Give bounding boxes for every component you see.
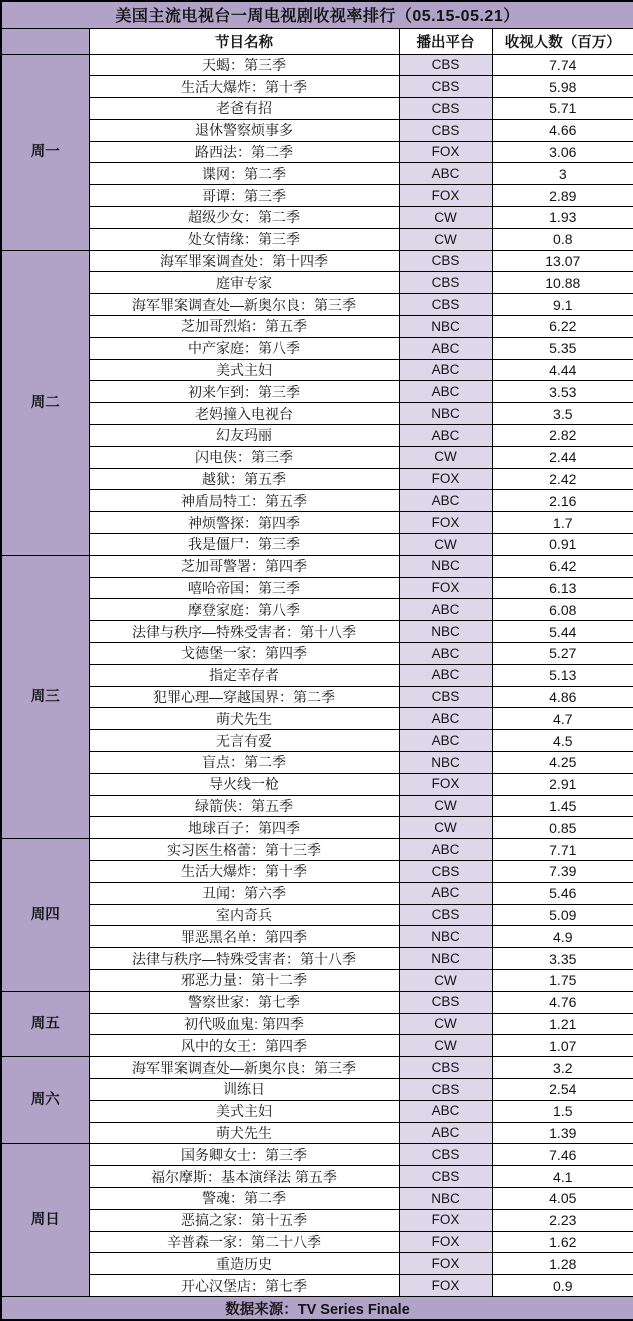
program-name-cell: 初来乍到：第三季 — [89, 381, 399, 403]
viewers-cell: 1.45 — [492, 795, 633, 817]
table-row — [1, 1187, 633, 1209]
platform-cell: ABC — [399, 381, 492, 403]
table-body — [1, 54, 633, 1296]
platform-cell: CBS — [399, 294, 492, 316]
program-name-cell: 重造历史 — [89, 1253, 399, 1275]
platform-cell: CW — [399, 817, 492, 839]
viewers-cell: 0.9 — [492, 1275, 633, 1297]
table-row — [1, 1231, 633, 1253]
viewers-cell: 4.25 — [492, 752, 633, 774]
program-name-cell: 萌犬先生 — [89, 1122, 399, 1144]
viewers-cell: 1.62 — [492, 1231, 633, 1253]
viewers-cell: 0.8 — [492, 228, 633, 250]
program-name-cell: 罪恶黑名单：第四季 — [89, 926, 399, 948]
table-row — [1, 1275, 633, 1297]
program-name-cell: 福尔摩斯：基本演绎法 第五季 — [89, 1166, 399, 1188]
platform-cell: FOX — [399, 185, 492, 207]
platform-cell: FOX — [399, 577, 492, 599]
viewers-cell: 2.23 — [492, 1209, 633, 1231]
viewers-cell: 2.89 — [492, 185, 633, 207]
table-row — [1, 1144, 633, 1166]
platform-cell: CBS — [399, 1166, 492, 1188]
viewers-cell: 4.9 — [492, 926, 633, 948]
viewers-cell: 4.1 — [492, 1166, 633, 1188]
viewers-cell: 6.42 — [492, 555, 633, 577]
program-name-cell: 萌犬先生 — [89, 708, 399, 730]
viewers-cell: 3.35 — [492, 948, 633, 970]
viewers-cell: 4.66 — [492, 119, 633, 141]
program-name-cell: 导火线一枪 — [89, 773, 399, 795]
program-name-cell: 开心汉堡店：第七季 — [89, 1275, 399, 1297]
viewers-cell: 1.39 — [492, 1122, 633, 1144]
column-header-platform: 播出平台 — [399, 28, 492, 54]
table-row — [1, 948, 633, 970]
table-row — [1, 643, 633, 665]
viewers-cell: 3.5 — [492, 403, 633, 425]
platform-cell: ABC — [399, 490, 492, 512]
program-name-cell: 生活大爆炸：第十季 — [89, 860, 399, 882]
platform-cell: ABC — [399, 1122, 492, 1144]
table-row — [1, 490, 633, 512]
viewers-cell: 2.54 — [492, 1078, 633, 1100]
viewers-cell: 6.08 — [492, 599, 633, 621]
program-name-cell: 退休警察烦事多 — [89, 119, 399, 141]
viewers-cell: 0.85 — [492, 817, 633, 839]
table-row — [1, 185, 633, 207]
viewers-cell: 7.74 — [492, 54, 633, 76]
table-row — [1, 577, 633, 599]
table-row — [1, 904, 633, 926]
table-row — [1, 316, 633, 338]
day-label: 周五 — [1, 991, 89, 1056]
table-row — [1, 1057, 633, 1079]
platform-cell: CBS — [399, 119, 492, 141]
program-name-cell: 警魂：第二季 — [89, 1187, 399, 1209]
program-name-cell: 海军罪案调查处—新奥尔良：第三季 — [89, 1057, 399, 1079]
table-row — [1, 425, 633, 447]
platform-cell: ABC — [399, 643, 492, 665]
program-name-cell: 无言有爱 — [89, 730, 399, 752]
program-name-cell: 恶搞之家：第十五季 — [89, 1209, 399, 1231]
column-header-viewers: 收视人数（百万） — [492, 28, 633, 54]
program-name-cell: 法律与秩序—特殊受害者：第十八季 — [89, 948, 399, 970]
platform-cell: CBS — [399, 54, 492, 76]
table-row — [1, 337, 633, 359]
program-name-cell: 老妈撞入电视台 — [89, 403, 399, 425]
table-row — [1, 1253, 633, 1275]
platform-cell: ABC — [399, 730, 492, 752]
platform-cell: CBS — [399, 904, 492, 926]
table-row — [1, 686, 633, 708]
table-row — [1, 621, 633, 643]
program-name-cell: 海军罪案调查处：第十四季 — [89, 250, 399, 272]
platform-cell: FOX — [399, 468, 492, 490]
program-name-cell: 盲点：第二季 — [89, 752, 399, 774]
program-name-cell: 谍网：第二季 — [89, 163, 399, 185]
viewers-cell: 9.1 — [492, 294, 633, 316]
program-name-cell: 芝加哥烈焰：第五季 — [89, 316, 399, 338]
platform-cell: FOX — [399, 773, 492, 795]
viewers-cell: 5.09 — [492, 904, 633, 926]
table-row — [1, 1100, 633, 1122]
program-name-cell: 戈德堡一家：第四季 — [89, 643, 399, 665]
table-row — [1, 446, 633, 468]
platform-cell: ABC — [399, 163, 492, 185]
table-row — [1, 250, 633, 272]
platform-cell: ABC — [399, 337, 492, 359]
program-name-cell: 庭审专家 — [89, 272, 399, 294]
program-name-cell: 处女情缘：第三季 — [89, 228, 399, 250]
program-name-cell: 美式主妇 — [89, 359, 399, 381]
day-label: 周四 — [1, 839, 89, 992]
day-label: 周二 — [1, 250, 89, 555]
platform-cell: CBS — [399, 1144, 492, 1166]
program-name-cell: 警察世家：第七季 — [89, 991, 399, 1013]
table-row — [1, 860, 633, 882]
table-row — [1, 141, 633, 163]
table-row — [1, 381, 633, 403]
table-row — [1, 272, 633, 294]
platform-cell: ABC — [399, 359, 492, 381]
program-name-cell: 摩登家庭：第八季 — [89, 599, 399, 621]
platform-cell: NBC — [399, 752, 492, 774]
program-name-cell: 路西法：第二季 — [89, 141, 399, 163]
table-row — [1, 119, 633, 141]
viewers-cell: 1.93 — [492, 207, 633, 229]
table-row — [1, 294, 633, 316]
platform-cell: CBS — [399, 860, 492, 882]
table-row — [1, 752, 633, 774]
table-row — [1, 228, 633, 250]
platform-cell: NBC — [399, 926, 492, 948]
viewers-cell: 3.2 — [492, 1057, 633, 1079]
viewers-cell: 3.53 — [492, 381, 633, 403]
table-row — [1, 76, 633, 98]
table-row — [1, 839, 633, 861]
platform-cell: NBC — [399, 403, 492, 425]
platform-cell: CW — [399, 1013, 492, 1035]
program-name-cell: 我是僵尸：第三季 — [89, 534, 399, 556]
day-label: 周一 — [1, 54, 89, 250]
data-source-note: 数据来源：TV Series Finale — [1, 1296, 633, 1320]
viewers-cell: 2.16 — [492, 490, 633, 512]
viewers-cell: 4.76 — [492, 991, 633, 1013]
viewers-cell: 13.07 — [492, 250, 633, 272]
program-name-cell: 犯罪心理—穿越国界：第二季 — [89, 686, 399, 708]
platform-cell: CBS — [399, 250, 492, 272]
platform-cell: CBS — [399, 991, 492, 1013]
day-label: 周六 — [1, 1057, 89, 1144]
platform-cell: ABC — [399, 708, 492, 730]
viewers-cell: 5.98 — [492, 76, 633, 98]
viewers-cell: 4.7 — [492, 708, 633, 730]
program-name-cell: 初代吸血鬼: 第四季 — [89, 1013, 399, 1035]
platform-cell: FOX — [399, 1275, 492, 1297]
viewers-cell: 3 — [492, 163, 633, 185]
viewers-cell: 6.13 — [492, 577, 633, 599]
platform-cell: FOX — [399, 512, 492, 534]
program-name-cell: 邪恶力量：第十二季 — [89, 969, 399, 991]
column-header-row — [1, 28, 633, 54]
table-row — [1, 207, 633, 229]
day-column-header — [1, 28, 89, 54]
viewers-cell: 2.42 — [492, 468, 633, 490]
table-foot — [1, 1296, 633, 1320]
platform-cell: CBS — [399, 76, 492, 98]
viewers-cell: 5.46 — [492, 882, 633, 904]
viewers-cell: 5.44 — [492, 621, 633, 643]
table-row — [1, 599, 633, 621]
day-label: 周日 — [1, 1144, 89, 1297]
program-name-cell: 辛普森一家：第二十八季 — [89, 1231, 399, 1253]
platform-cell: CW — [399, 969, 492, 991]
viewers-cell: 1.28 — [492, 1253, 633, 1275]
table-row — [1, 555, 633, 577]
viewers-cell: 10.88 — [492, 272, 633, 294]
viewers-cell: 0.91 — [492, 534, 633, 556]
platform-cell: CBS — [399, 1057, 492, 1079]
platform-cell: CBS — [399, 1078, 492, 1100]
page-title: 美国主流电视台一周电视剧收视率排行（05.15-05.21） — [1, 1, 633, 28]
platform-cell: FOX — [399, 1231, 492, 1253]
platform-cell: CBS — [399, 272, 492, 294]
table-row — [1, 1166, 633, 1188]
table-row — [1, 1035, 633, 1057]
viewers-cell: 1.5 — [492, 1100, 633, 1122]
platform-cell: FOX — [399, 1209, 492, 1231]
table-row — [1, 730, 633, 752]
table-row — [1, 1013, 633, 1035]
viewers-cell: 7.71 — [492, 839, 633, 861]
platform-cell: CBS — [399, 686, 492, 708]
platform-cell: NBC — [399, 621, 492, 643]
program-name-cell: 天蝎：第三季 — [89, 54, 399, 76]
platform-cell: ABC — [399, 664, 492, 686]
table-row — [1, 926, 633, 948]
viewers-cell: 2.91 — [492, 773, 633, 795]
viewers-cell: 5.71 — [492, 98, 633, 120]
program-name-cell: 幻友玛丽 — [89, 425, 399, 447]
table-row — [1, 98, 633, 120]
table-row — [1, 969, 633, 991]
platform-cell: CW — [399, 228, 492, 250]
program-name-cell: 指定幸存者 — [89, 664, 399, 686]
viewers-cell: 1.21 — [492, 1013, 633, 1035]
platform-cell: CW — [399, 795, 492, 817]
program-name-cell: 神烦警探：第四季 — [89, 512, 399, 534]
table-row — [1, 359, 633, 381]
program-name-cell: 实习医生格蕾：第十三季 — [89, 839, 399, 861]
table-row — [1, 773, 633, 795]
program-name-cell: 地球百子：第四季 — [89, 817, 399, 839]
table-row — [1, 795, 633, 817]
viewers-cell: 4.86 — [492, 686, 633, 708]
program-name-cell: 越狱：第五季 — [89, 468, 399, 490]
table-head — [1, 1, 633, 54]
platform-cell: NBC — [399, 948, 492, 970]
program-name-cell: 生活大爆炸：第十季 — [89, 76, 399, 98]
footer-row — [1, 1296, 633, 1320]
column-header-name: 节目名称 — [89, 28, 399, 54]
program-name-cell: 哥谭：第三季 — [89, 185, 399, 207]
platform-cell: NBC — [399, 555, 492, 577]
program-name-cell: 训练日 — [89, 1078, 399, 1100]
day-label: 周三 — [1, 555, 89, 838]
viewers-cell: 5.27 — [492, 643, 633, 665]
table-row — [1, 512, 633, 534]
program-name-cell: 老爸有招 — [89, 98, 399, 120]
platform-cell: ABC — [399, 882, 492, 904]
program-name-cell: 丑闻：第六季 — [89, 882, 399, 904]
platform-cell: CW — [399, 534, 492, 556]
platform-cell: NBC — [399, 1187, 492, 1209]
program-name-cell: 法律与秩序—特殊受害者：第十八季 — [89, 621, 399, 643]
viewers-cell: 1.75 — [492, 969, 633, 991]
platform-cell: FOX — [399, 1253, 492, 1275]
viewers-cell: 4.05 — [492, 1187, 633, 1209]
viewers-cell: 4.44 — [492, 359, 633, 381]
program-name-cell: 绿箭侠：第五季 — [89, 795, 399, 817]
program-name-cell: 中产家庭：第八季 — [89, 337, 399, 359]
viewers-cell: 1.07 — [492, 1035, 633, 1057]
platform-cell: FOX — [399, 141, 492, 163]
viewers-cell: 7.46 — [492, 1144, 633, 1166]
platform-cell: CW — [399, 1035, 492, 1057]
viewers-cell: 3.06 — [492, 141, 633, 163]
platform-cell: CBS — [399, 98, 492, 120]
table-row — [1, 1122, 633, 1144]
table-row — [1, 403, 633, 425]
program-name-cell: 风中的女王：第四季 — [89, 1035, 399, 1057]
table-row — [1, 54, 633, 76]
platform-cell: ABC — [399, 839, 492, 861]
program-name-cell: 海军罪案调查处—新奥尔良：第三季 — [89, 294, 399, 316]
table-row — [1, 991, 633, 1013]
table-row — [1, 882, 633, 904]
table-row — [1, 1209, 633, 1231]
viewers-cell: 2.44 — [492, 446, 633, 468]
program-name-cell: 芝加哥警署：第四季 — [89, 555, 399, 577]
viewers-cell: 4.5 — [492, 730, 633, 752]
program-name-cell: 国务卿女士：第三季 — [89, 1144, 399, 1166]
viewers-cell: 6.22 — [492, 316, 633, 338]
table-row — [1, 468, 633, 490]
program-name-cell: 神盾局特工：第五季 — [89, 490, 399, 512]
table-row — [1, 1078, 633, 1100]
table-row — [1, 817, 633, 839]
platform-cell: CW — [399, 207, 492, 229]
program-name-cell: 美式主妇 — [89, 1100, 399, 1122]
viewers-cell: 5.13 — [492, 664, 633, 686]
platform-cell: ABC — [399, 425, 492, 447]
table-row — [1, 163, 633, 185]
platform-cell: ABC — [399, 599, 492, 621]
table-row — [1, 534, 633, 556]
program-name-cell: 超级少女：第二季 — [89, 207, 399, 229]
viewers-cell: 7.39 — [492, 860, 633, 882]
program-name-cell: 闪电侠：第三季 — [89, 446, 399, 468]
platform-cell: ABC — [399, 1100, 492, 1122]
platform-cell: CW — [399, 446, 492, 468]
table-row — [1, 664, 633, 686]
table-row — [1, 708, 633, 730]
program-name-cell: 嘻哈帝国：第三季 — [89, 577, 399, 599]
title-row — [1, 1, 633, 28]
viewers-cell: 1.7 — [492, 512, 633, 534]
platform-cell: NBC — [399, 316, 492, 338]
program-name-cell: 室内奇兵 — [89, 904, 399, 926]
viewers-cell: 5.35 — [492, 337, 633, 359]
viewers-cell: 2.82 — [492, 425, 633, 447]
